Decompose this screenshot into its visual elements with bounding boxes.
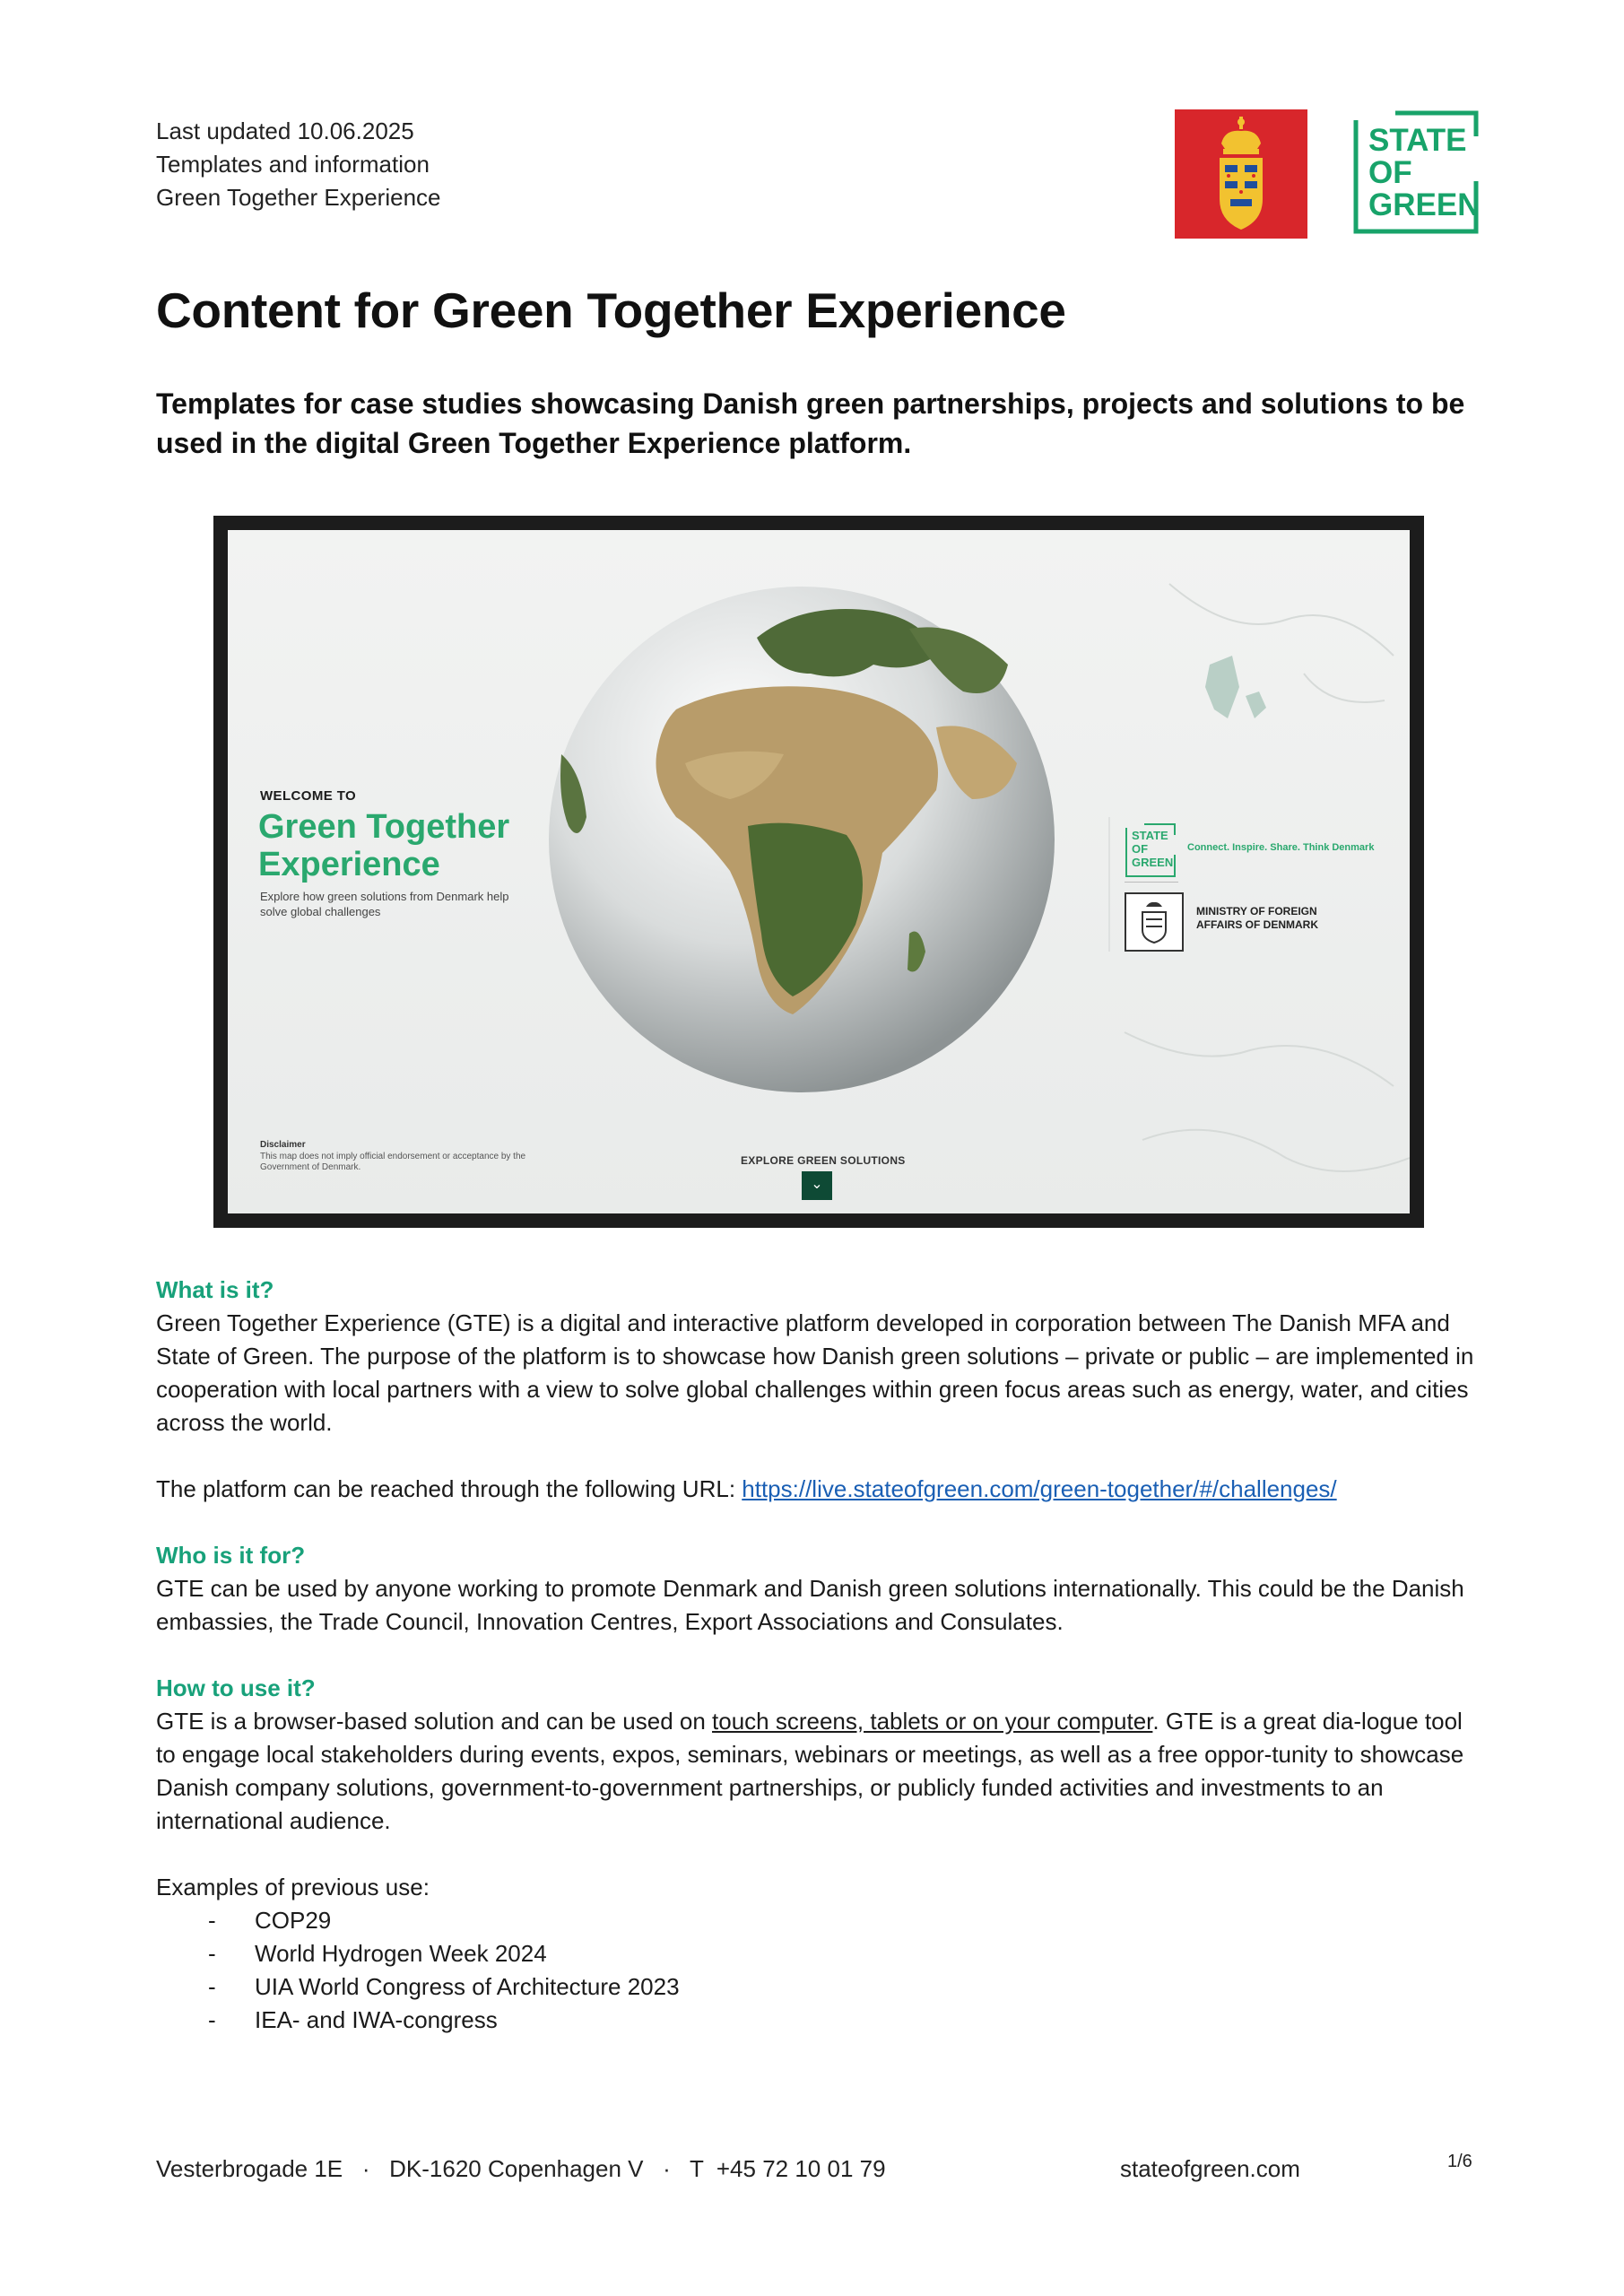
section-examples (156, 1871, 1483, 2037)
sog-tagline: Connect. Inspire. Share. Think Denmark (1187, 842, 1375, 853)
platform-welcome-screen (228, 530, 1410, 1213)
platform-url-link[interactable]: https://live.stateofgreen.com/green-together/#/challenges/ (742, 1475, 1337, 1502)
section-what (156, 1274, 1483, 1506)
list-dash: - (208, 2006, 216, 2033)
denmark-shape (1205, 656, 1239, 718)
page-number: 1/6 (1447, 2152, 1472, 2171)
meta-line-gte: Green Together Experience (156, 184, 441, 211)
list-dash: - (208, 1973, 216, 2000)
example-label: UIA World Congress of Architecture 2023 (255, 1973, 680, 2000)
page-title: Content for Green Together Experience (156, 283, 1066, 338)
sog-small-logo (1125, 822, 1177, 878)
how-body-b: . GTE is a great dia-logue tool to engage local stakeholders during events, expos, seminars, webinars or meetings, as well as a free oppor-tunity to showcase Danish company solutions, government-to-government partnerships, or publicly funded activities and investments to an international audience. (156, 1708, 1464, 1834)
list-dash: - (208, 1940, 216, 1967)
page-subtitle: Templates for case studies showcasing Danish green partnerships, projects and solutions to be used in the digital Green Together Experience platform. (156, 387, 1465, 459)
sog-word-1: STATE (1368, 123, 1467, 158)
document-meta (156, 115, 441, 214)
url-paragraph (156, 1473, 1483, 1506)
sog-frame-icon (1352, 109, 1480, 235)
who-heading: Who is it for? (156, 1542, 306, 1569)
mfa-crest-logo (1175, 109, 1307, 239)
welcome-label: WELCOME TO (260, 788, 357, 804)
how-body (156, 1705, 1483, 1838)
mfa-name: MINISTRY OF FOREIGN AFFAIRS OF DENMARK (1196, 905, 1318, 931)
list-item (156, 1970, 1483, 2004)
who-body: GTE can be used by anyone working to promote Denmark and Danish green solutions internationally. This could be the Danish embassies, the Trade Council, Innovation Centres, Export Associations and Consulates. (156, 1575, 1464, 1635)
platform-description: Explore how green solutions from Denmark help solve global challenges (260, 890, 509, 918)
header-logos (1175, 109, 1480, 239)
footer-website[interactable]: stateofgreen.com (1120, 2155, 1300, 2182)
list-item (156, 1904, 1483, 1937)
sog-small-frame-icon (1125, 822, 1177, 878)
how-heading: How to use it? (156, 1674, 316, 1701)
last-updated: Last updated 10.06.2025 (156, 117, 414, 144)
disclaimer-text: This map does not imply official endorsement or acceptance by the Government of Denmark. (260, 1152, 526, 1172)
example-label: IEA- and IWA-congress (255, 2006, 498, 2033)
platform-screenshot (213, 516, 1424, 1228)
page-footer (156, 2152, 1483, 2183)
section-who (156, 1539, 1483, 1639)
how-body-a: GTE is a browser-based solution and can be used on (156, 1708, 713, 1735)
example-label: COP29 (255, 1907, 332, 1934)
explore-chevron-down-icon[interactable]: ⌄ (802, 1171, 832, 1200)
meta-line-templates: Templates and information (156, 151, 430, 178)
list-item (156, 1937, 1483, 1970)
footer-address: Vesterbrogade 1E · DK-1620 Copenhagen V · T +45 72 10 01 79 (156, 2155, 886, 2182)
logo-divider (1125, 882, 1178, 883)
sog-word-2: OF (1368, 155, 1412, 190)
disclaimer-heading: Disclaimer (260, 1140, 306, 1150)
how-body-underlined: touch screens, tablets or on your computer (712, 1708, 1153, 1735)
examples-intro: Examples of previous use: (156, 1874, 430, 1900)
section-how (156, 1672, 1483, 1838)
list-dash: - (208, 1907, 216, 1934)
what-heading: What is it? (156, 1276, 274, 1303)
sog-small-word-1: STATE (1132, 829, 1168, 842)
mfa-crest-small-icon (1125, 892, 1184, 952)
sog-small-word-2: OF (1132, 842, 1149, 856)
sog-small-word-3: GREEN (1132, 856, 1174, 869)
crest-icon (1175, 109, 1307, 239)
what-body: Green Together Experience (GTE) is a digital and interactive platform developed in corporation between The Danish MFA and State of Green. The purpose of the platform is to showcase how Danish green solutions – private or public – are implemented in cooperation with local partners with a view to solve global challenges within green focus areas such as energy, water, and cities across the world. (156, 1309, 1474, 1436)
example-label: World Hydrogen Week 2024 (255, 1940, 547, 1967)
sog-word-3: GREEN (1368, 187, 1480, 222)
explore-label[interactable]: EXPLORE GREEN SOLUTIONS (741, 1154, 906, 1167)
platform-title: Green Together Experience (258, 808, 510, 883)
state-of-green-logo (1352, 109, 1480, 235)
examples-list (156, 1904, 1483, 2037)
url-intro: The platform can be reached through the following URL: (156, 1475, 743, 1502)
list-item (156, 2004, 1483, 2037)
